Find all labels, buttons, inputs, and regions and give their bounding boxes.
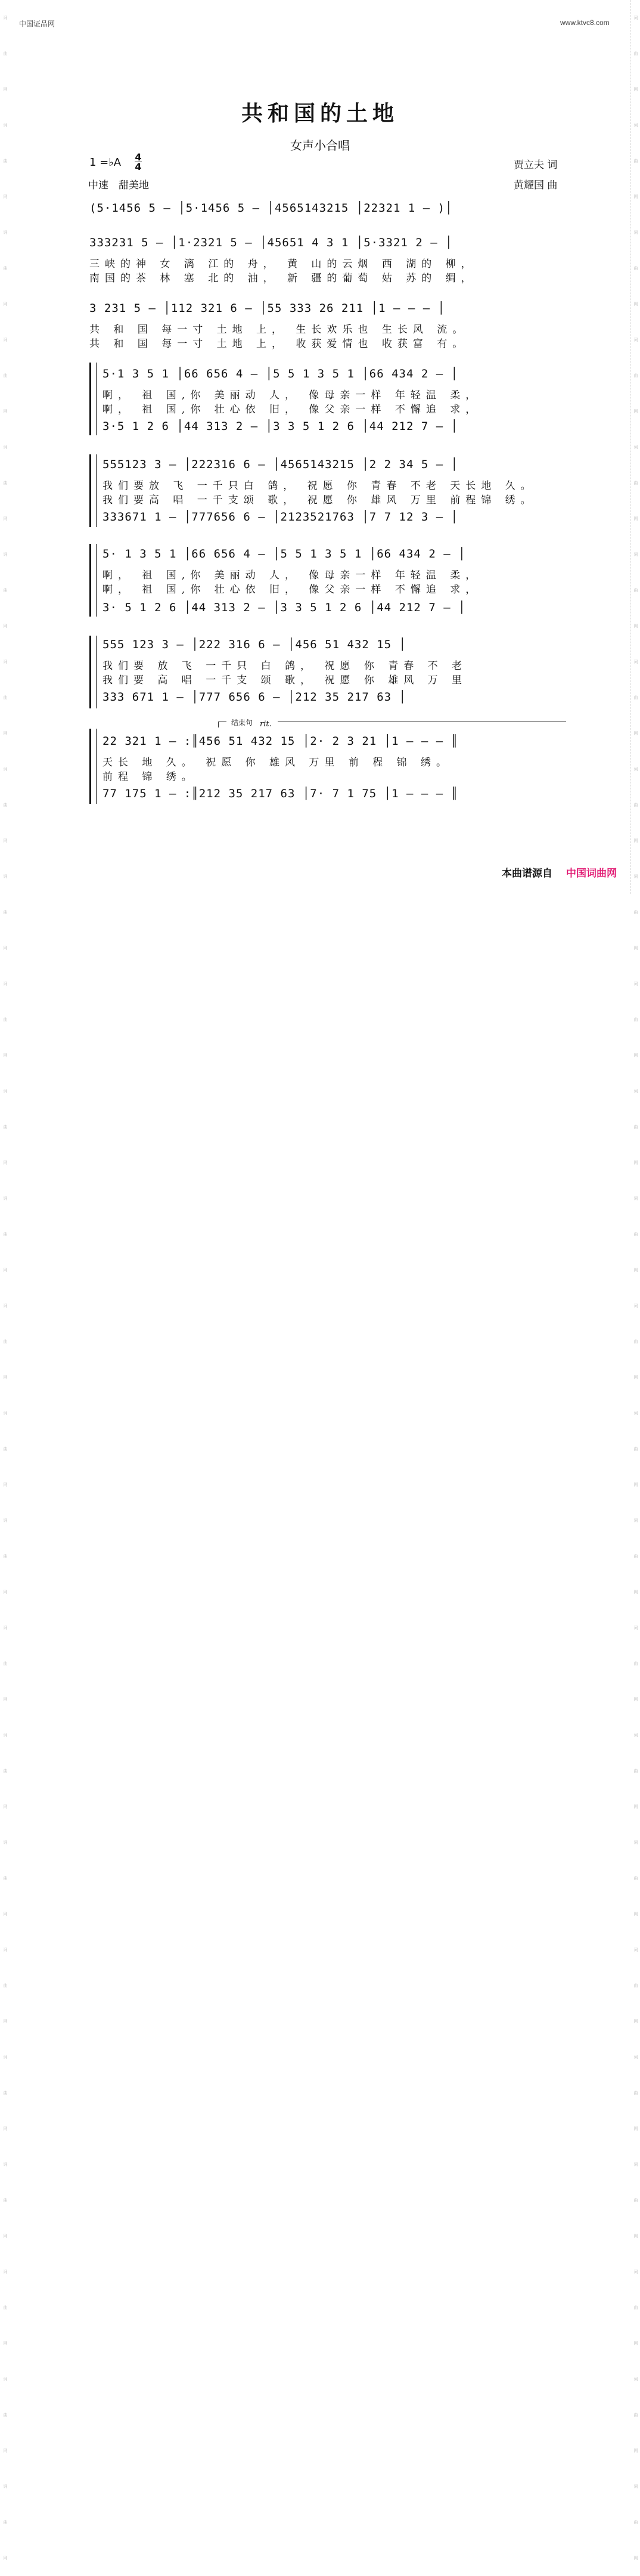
chorus-notes-lower-1: 3·5 1 2 6 │44 313 2 – │3 3 5 1 2 6 │44 212 7 – │ xyxy=(102,420,459,433)
chorus-lyric-1b: 啊， 祖 国,你 壮心依 旧， 像父亲一样 不懈追 求， xyxy=(102,404,481,416)
key-signature: 1 =♭A xyxy=(89,156,122,169)
chorus-lyric-4a: 我们要 放 飞 一千只 白 鸽， 祝愿 你 青春 不 老 xyxy=(102,660,468,672)
verse-lyric-1b: 南国的茶 林 塞 北的 油， 新 疆的葡萄 姑 苏的 绸， xyxy=(89,273,477,284)
system-brace xyxy=(89,544,91,617)
chorus-lyric-2a: 我们要放 飞 一千只白 鸽， 祝愿 你 青春 不老 天长地 久。 xyxy=(102,480,536,492)
lyricist: 贾立夫 词 xyxy=(514,159,558,171)
chorus-lyric-2b: 我们要高 唱 一千支颂 歌， 祝愿 你 雄风 万里 前程锦 绣。 xyxy=(102,494,536,506)
chorus-notes-lower-2: 333671 1 – │777656 6 – │2123521763 │7 7 12 3 – │ xyxy=(102,510,459,524)
time-signature-bottom: 4 xyxy=(135,161,142,172)
chorus-notes-upper-4: 555 123 3 – │222 316 6 – │456 51 432 15 │ xyxy=(102,638,406,651)
ending-notes-lower: 77 175 1 – :║212 35 217 63 │7· 7 1 75 │1 – – – ║ xyxy=(102,787,459,800)
verse-lyric-1a: 三峡的神 女 漓 江的 舟， 黄 山的云烟 西 湖的 柳， xyxy=(89,258,477,270)
composer: 黄耀国 曲 xyxy=(514,179,558,191)
left-watermark-strip: 词曲网词曲网词曲网词曲网词曲网词曲网词曲网词曲网词曲网词曲网词曲网词曲网词曲网词曲网词曲网词曲网词曲网词曲网词曲网词曲网词曲网词曲网词曲网词曲网 xyxy=(3,16,8,2560)
song-subtitle: 女声小合唱 xyxy=(290,138,350,153)
chorus-notes-lower-4: 333 671 1 – │777 656 6 – │212 35 217 63 │ xyxy=(102,691,406,704)
chorus-notes-upper-3: 5· 1 3 5 1 │66 656 4 – │5 5 1 3 5 1 │66 434 2 – │ xyxy=(102,547,466,561)
ending-label: 结束句 xyxy=(231,719,253,727)
verse-notes-2: 3 231 5 – │112 321 6 – │55 333 26 211 │1 – – – │ xyxy=(89,302,446,315)
footer-source-name[interactable]: 中国词曲网 xyxy=(566,868,617,880)
tempo-marking: 中速 甜美地 xyxy=(88,179,149,191)
chorus-notes-lower-3: 3· 5 1 2 6 │44 313 2 – │3 3 5 1 2 6 │44 212 7 – │ xyxy=(102,601,466,614)
chorus-lyric-3a: 啊， 祖 国,你 美丽动 人， 像母亲一样 年轻温 柔， xyxy=(102,569,481,581)
right-watermark-border xyxy=(630,0,631,894)
chorus-lyric-1a: 啊， 祖 国,你 美丽动 人， 像母亲一样 年轻温 柔， xyxy=(102,389,481,401)
system-brace xyxy=(89,729,91,804)
rit-marking: rit. xyxy=(260,720,272,729)
time-signature-top: 4 xyxy=(135,151,142,163)
verse-notes-1: 333231 5 – │1·2321 5 – │45651 4 3 1 │5·3321 2 – │ xyxy=(89,236,453,249)
verse-lyric-2a: 共 和 国 每一寸 土地 上， 生长欢乐也 生长风 流。 xyxy=(89,324,468,336)
footer-source-prefix: 本曲谱源自 xyxy=(502,868,552,880)
song-title: 共和国的土地 xyxy=(241,101,399,126)
intro-notes: (5·1456 5 – │5·1456 5 – │4565143215 │22321 1 – )│ xyxy=(89,202,453,215)
system-brace xyxy=(89,636,91,708)
header-site-url: www.ktvc8.com xyxy=(560,18,610,27)
ending-lyric-a: 天长 地 久。 祝愿 你 雄风 万里 前 程 锦 绣。 xyxy=(102,757,452,769)
verse-lyric-2b: 共 和 国 每一寸 土地 上， 收获爱情也 收获富 有。 xyxy=(89,338,468,350)
system-brace xyxy=(89,363,91,435)
system-brace xyxy=(89,454,91,527)
time-signature xyxy=(135,153,142,171)
right-watermark-strip: 词曲网词曲网词曲网词曲网词曲网词曲网词曲网词曲网词曲网词曲网词曲网词曲网词曲网词曲网词曲网词曲网词曲网词曲网词曲网词曲网词曲网词曲网词曲网词曲网 xyxy=(633,16,638,2560)
chorus-lyric-3b: 啊， 祖 国,你 壮心依 旧， 像父亲一样 不懈追 求， xyxy=(102,584,481,596)
ending-bracket-tick xyxy=(218,722,219,727)
chorus-lyric-4b: 我们要 高 唱 一千支 颂 歌， 祝愿 你 雄风 万 里 xyxy=(102,674,468,686)
chorus-notes-upper-2: 555123 3 – │222316 6 – │4565143215 │2 2 34 5 – │ xyxy=(102,458,459,471)
ending-lyric-b: 前程 锦 绣。 xyxy=(102,771,197,783)
chorus-notes-upper-1: 5·1 3 5 1 │66 656 4 – │5 5 1 3 5 1 │66 434 2 – │ xyxy=(102,367,459,380)
ending-notes-upper: 22 321 1 – :║456 51 432 15 │2· 2 3 21 │1 – – – ║ xyxy=(102,735,459,748)
header-site-left: 中国证品网 xyxy=(19,20,55,28)
